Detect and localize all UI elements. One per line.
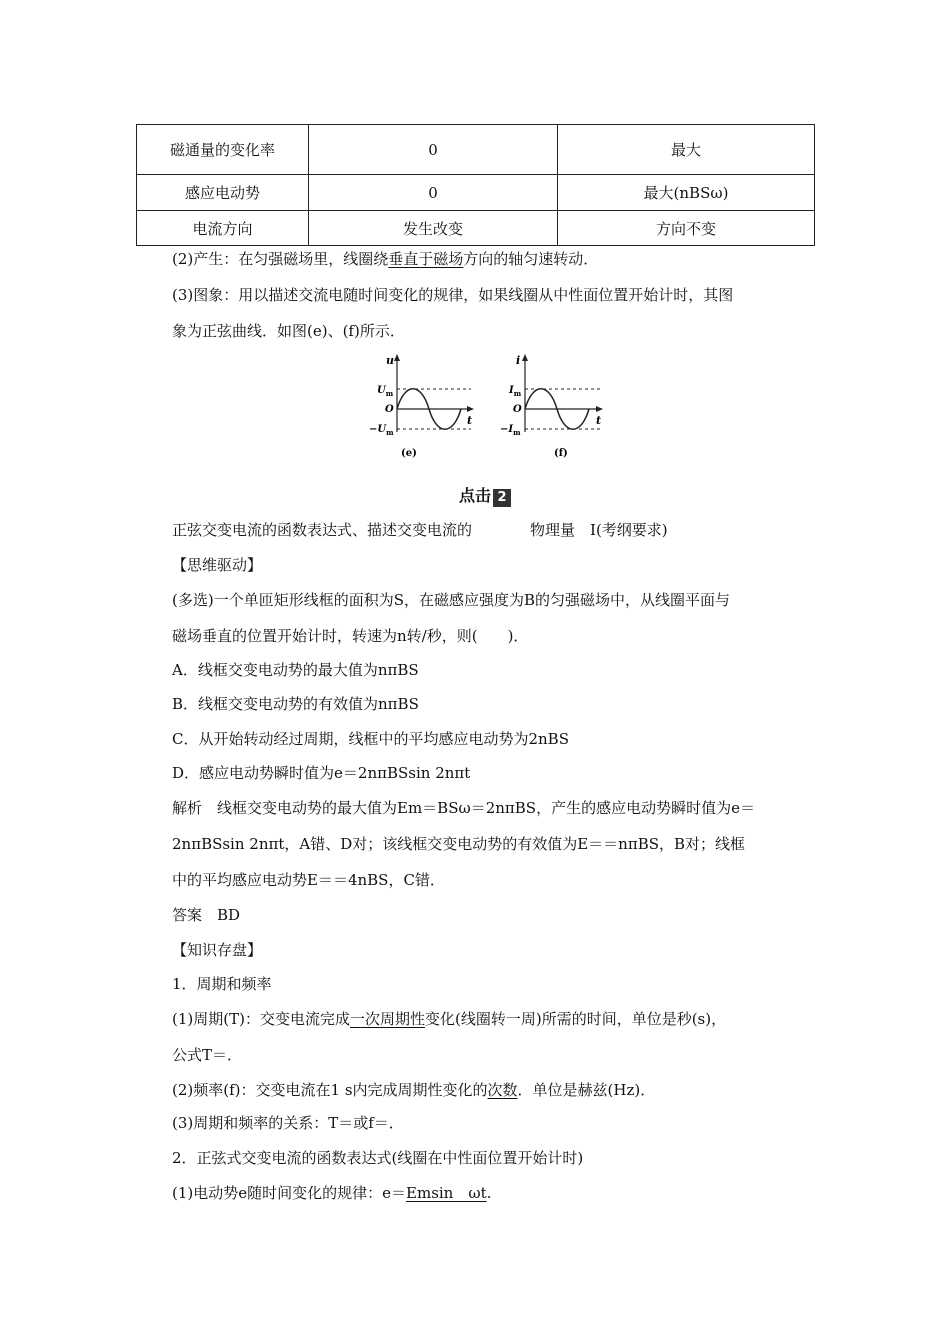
comparison-table [136, 124, 815, 246]
table-row [137, 175, 815, 211]
origin-label: O [385, 404, 394, 415]
topic-line [172, 520, 668, 540]
section-heading [459, 483, 511, 507]
knowledge-2-title: 2．正弦式交变电流的函数表达式(线圈在中性面位置开始计时) [172, 1149, 584, 1167]
min-label: $-U_m$ [369, 424, 394, 437]
text: ．单位是赫兹(Hz)． [517, 1081, 656, 1099]
period-frequency-relation: (3)周期和频率的关系：T＝或f＝． [172, 1114, 404, 1132]
sine-graph-e [365, 352, 477, 462]
max-label: $U_m$ [377, 385, 394, 398]
question-line-2: 磁场垂直的位置开始计时，转速为n转/秒，则( )． [172, 627, 529, 645]
underlined-text: 垂直于磁场 [388, 250, 464, 268]
table-cell: 最大 [558, 125, 815, 175]
underlined-text: 次数 [487, 1081, 518, 1099]
y-label: i [516, 354, 521, 367]
topic-left: 正弦交变电流的函数表达式、描述交变电流的 [172, 521, 473, 539]
text: 方向的轴匀速转动． [463, 250, 599, 268]
table-cell: 0 [309, 175, 558, 211]
min-label: $-I_m$ [500, 424, 521, 437]
paragraph-production [172, 249, 598, 269]
frequency-definition [172, 1080, 655, 1100]
option-a: A．线框交变电动势的最大值为nπBS [172, 661, 419, 679]
analysis-line-1: 解析 线框交变电动势的最大值为Em＝BSω＝2nπBS，产生的感应电动势瞬时值为e＝ [172, 799, 755, 817]
answer-line: 答案 BD [172, 906, 241, 924]
question-line-1: (多选)一个单匝矩形线框的面积为S，在磁感应强度为B的匀强磁场中，从线圈平面与 [172, 591, 731, 609]
analysis-line-3: 中的平均感应电动势E＝＝4nBS，C错． [172, 871, 445, 889]
table-cell: 电流方向 [137, 211, 309, 246]
text: . [486, 1184, 492, 1202]
origin-label: O [513, 404, 522, 415]
period-definition [172, 1009, 726, 1029]
option-b: B．线框交变电动势的有效值为nπBS [172, 695, 419, 713]
x-label: t [596, 414, 602, 427]
knowledge-1-title: 1．周期和频率 [172, 975, 272, 993]
paragraph-graph-line-2: 象为正弦曲线．如图(e)、(f)所示． [172, 322, 405, 340]
table-cell: 感应电动势 [137, 175, 309, 211]
text: (2)产生：在匀强磁场里，线圈绕 [172, 250, 389, 268]
section-number-badge: 2 [493, 489, 511, 507]
period-formula: 公式T＝． [172, 1046, 243, 1064]
table-cell: 磁通量的变化率 [137, 125, 309, 175]
y-label: u [386, 354, 394, 367]
table-cell: 0 [309, 125, 558, 175]
knowledge-header: 【知识存盘】 [172, 941, 263, 959]
underlined-text: Emsin ωt [406, 1184, 487, 1202]
table-row [137, 211, 815, 246]
section-title: 点击 [459, 486, 492, 505]
text: (1)周期(T)：交变电流完成 [172, 1010, 350, 1028]
max-label: $I_m$ [509, 385, 522, 398]
underlined-text: 一次周期性 [349, 1010, 425, 1028]
option-c: C．从开始转动经过周期，线框中的平均感应电动势为2nBS [172, 730, 569, 748]
table-cell: 最大(nBSω) [558, 175, 815, 211]
thinking-header: 【思维驱动】 [172, 556, 263, 574]
figure-caption: (e) [401, 448, 417, 459]
topic-right: 物理量 Ⅰ(考纲要求) [530, 521, 668, 539]
analysis-line-2: 2nπBSsin 2nπt，A错、D对；该线框交变电动势的有效值为E＝＝nπBS，B对；线框 [172, 835, 746, 853]
x-axis-arrow [467, 406, 474, 412]
option-d: D．感应电动势瞬时值为e＝2nπBSsin 2nπt [172, 764, 471, 782]
paragraph-graph-line-1: (3)图象：用以描述交流电随时间变化的规律，如果线圈从中性面位置开始计时，其图 [172, 286, 734, 304]
figure-caption: (f) [554, 448, 568, 459]
y-axis-arrow [522, 354, 528, 361]
text: 变化(线圈转一周)所需的时间，单位是秒(s)， [424, 1010, 727, 1028]
x-label: t [467, 414, 473, 427]
x-axis-arrow [596, 406, 603, 412]
table-cell: 方向不变 [558, 211, 815, 246]
text: (1)电动势e随时间变化的规律：e＝ [172, 1184, 407, 1202]
text: (2)频率(f)：交变电流在1 s内完成周期性变化的 [172, 1081, 488, 1099]
sine-graph-f [500, 352, 612, 462]
table-cell: 发生改变 [309, 211, 558, 246]
table-row [137, 125, 815, 175]
emf-expression [172, 1183, 491, 1203]
y-axis-arrow [394, 354, 400, 361]
